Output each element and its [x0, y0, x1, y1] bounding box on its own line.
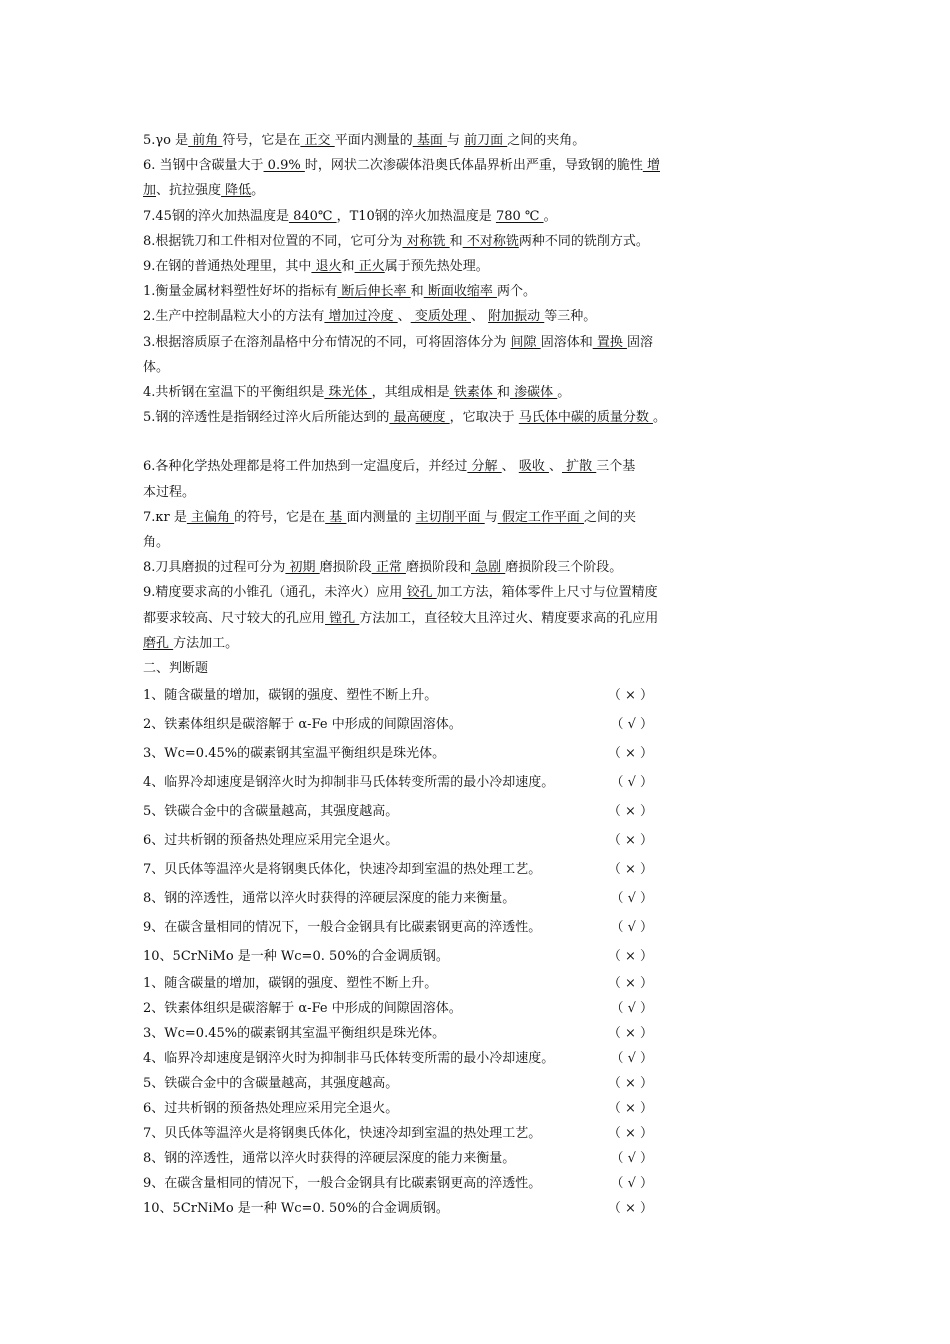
- fill-in-line: [143, 128, 813, 153]
- blank-answer: 铁素体: [449, 385, 497, 401]
- fill-in-line: [143, 631, 813, 656]
- question-text: 8.根据铣刀和工件相对位置的不同，它可分为: [143, 233, 403, 249]
- question-text: 符号，它是在: [222, 133, 301, 148]
- question-text: 平面内测量的: [334, 133, 413, 148]
- blank-answer: 假定工作平面: [497, 509, 584, 525]
- question-text: 磨损阶段: [319, 560, 372, 576]
- blank-answer: 增: [642, 158, 660, 174]
- question-text: 5.钢的淬透性是指钢经过淬火后所能达到的: [143, 410, 390, 426]
- blank-answer: 附加振动: [488, 309, 545, 325]
- fill-in-line: [143, 304, 813, 329]
- question-text: 1.衡量金属材料塑性好坏的指标有: [143, 284, 338, 300]
- judgment-item: [143, 855, 653, 884]
- fill-in-section: [143, 128, 813, 656]
- judgment-item: [143, 942, 653, 971]
- judgment-item: [143, 1021, 653, 1046]
- judgment-question: 2、铁素体组织是碳溶解于 α-Fe 中形成的间隙固溶体。: [143, 717, 462, 733]
- judgment-item: [143, 996, 653, 1021]
- question-text: 与: [446, 133, 465, 148]
- blank-answer: 0.9%: [263, 158, 305, 174]
- blank-answer: 降低: [221, 183, 252, 199]
- blank-answer: 主偏角: [186, 509, 235, 525]
- judgment-question: 3、Wc=0.45%的碳素钢其室温平衡组织是珠光体。: [143, 746, 446, 762]
- question-text: 3.根据溶质原子在溶剂晶格中分布情况的不同，可将固溶体分为: [143, 334, 511, 350]
- blank-answer: 急剧: [470, 560, 506, 576]
- blank-answer: 退火: [311, 259, 342, 275]
- question-text: 9.精度要求高的小锥孔（通孔，未淬火）应用: [143, 585, 403, 601]
- fill-in-line: [143, 178, 813, 203]
- fill-in-line: [143, 606, 813, 631]
- judgment-answer: （ √ ）: [610, 717, 653, 733]
- judgment-answer: （ × ）: [607, 833, 653, 849]
- judgment-answer: （ × ）: [607, 949, 653, 965]
- judgment-question: 10、5CrNiMo 是一种 Wc=0. 50%的合金调质钢。: [143, 1201, 449, 1217]
- blank-answer: 前刀面: [464, 133, 508, 148]
- blank-answer: 断后伸长率: [337, 284, 411, 300]
- blank-line: [143, 430, 813, 454]
- question-text: 本过程。: [143, 484, 196, 500]
- judgment-question: 4、临界冷却速度是钢淬火时为抑制非马氏体转变所需的最小冷却速度。: [143, 1051, 555, 1067]
- question-text: 与: [484, 509, 498, 525]
- blank-answer: 间隙: [510, 334, 541, 350]
- fill-in-line: [143, 454, 813, 479]
- judgment-item: [143, 1071, 653, 1096]
- fill-in-line: [143, 480, 813, 505]
- judgment-answer: （ × ）: [607, 1126, 653, 1142]
- judgment-question: 4、临界冷却速度是钢淬火时为抑制非马氏体转变所需的最小冷却速度。: [143, 775, 555, 791]
- question-text: 加工方法，箱体零件上尺寸与位置精度: [436, 585, 658, 601]
- fill-in-line: [143, 555, 813, 580]
- judgment-item: [143, 1121, 653, 1146]
- question-text: 和: [341, 259, 355, 275]
- judgment-question: 3、Wc=0.45%的碳素钢其室温平衡组织是珠光体。: [143, 1026, 446, 1042]
- judgment-answer: （ √ ）: [610, 775, 653, 791]
- question-text: 、: [470, 309, 489, 325]
- question-text: 6.各种化学热处理都是将工件加热到一定温度后，并经过: [143, 459, 468, 475]
- question-text: 2.生产中控制晶粒大小的方法有: [143, 309, 325, 325]
- question-text: 固溶体和: [540, 334, 593, 350]
- question-text: 。: [543, 208, 557, 224]
- blank-answer: 磨孔: [143, 635, 174, 651]
- judgment-question: 6、过共析钢的预备热处理应采用完全退火。: [143, 1101, 399, 1117]
- blank-answer: 置换: [592, 334, 627, 350]
- question-text: 4.共析钢在室温下的平衡组织是: [143, 385, 325, 401]
- blank-answer: 基: [325, 509, 347, 525]
- question-text: 、: [501, 459, 519, 475]
- judgment-answer: （ √ ）: [610, 1051, 653, 1067]
- judgment-answer: （ × ）: [607, 1026, 653, 1042]
- judgment-answer: （ √ ）: [610, 891, 653, 907]
- judgment-item: [143, 1171, 653, 1196]
- blank-answer: 变质处理: [410, 309, 471, 325]
- question-text: 。: [652, 410, 666, 426]
- question-text: 时，网状二次渗碳体沿奥氏体晶界析出严重，导致钢的脆性: [304, 158, 643, 174]
- judgment-item: [143, 884, 653, 913]
- blank-answer: 镗孔: [325, 610, 360, 626]
- judgment-question: 1、随含碳量的增加，碳钢的强度、塑性不断上升。: [143, 976, 438, 992]
- blank-answer: 珠光体: [324, 385, 372, 401]
- judgment-item: [143, 971, 653, 996]
- blank-answer: 初期: [285, 560, 320, 576]
- question-text: 和: [449, 233, 463, 249]
- judgment-question: 10、5CrNiMo 是一种 Wc=0. 50%的合金调质钢。: [143, 949, 449, 965]
- judgment-answer: （ × ）: [607, 1201, 653, 1217]
- fill-in-line: [143, 204, 813, 229]
- fill-in-line: [143, 254, 813, 279]
- judgment-item: [143, 1196, 653, 1221]
- question-text: 固溶: [626, 334, 653, 350]
- judgment-answer: （ × ）: [607, 1101, 653, 1117]
- question-text: 磨损阶段和: [405, 560, 471, 576]
- blank-answer: 对称铣: [402, 233, 450, 249]
- judgment-question: 7、贝氏体等温淬火是将钢奥氏体化，快速冷却到室温的热处理工艺。: [143, 862, 542, 878]
- judgment-item: [143, 1146, 653, 1171]
- judgment-question: 7、贝氏体等温淬火是将钢奥氏体化，快速冷却到室温的热处理工艺。: [143, 1126, 542, 1142]
- judgment-question: 9、在碳含量相同的情况下，一般合金钢具有比碳素钢更高的淬透性。: [143, 920, 542, 936]
- true-false-list-2: [143, 971, 813, 1221]
- judgment-question: 1、随含碳量的增加，碳钢的强度、塑性不断上升。: [143, 688, 438, 704]
- blank-answer: 铰孔: [402, 585, 437, 601]
- fill-in-line: [143, 505, 813, 530]
- judgment-item: [143, 797, 653, 826]
- judgment-item: [143, 710, 653, 739]
- question-text: 9.在钢的普通热处理里，其中: [143, 259, 312, 275]
- question-text: 8.刀具磨损的过程可分为: [143, 560, 286, 576]
- question-text: 方法加工，直径较大且淬过火、精度要求高的孔应用: [359, 610, 659, 626]
- question-text: 6. 当钢中含碳量大于: [143, 158, 264, 174]
- question-text: 和: [410, 284, 424, 300]
- blank-answer: 正常: [371, 560, 406, 576]
- fill-in-line: [143, 279, 813, 304]
- question-text: 。: [557, 385, 571, 401]
- judgment-answer: （ × ）: [607, 976, 653, 992]
- question-text: 7.45钢的淬火加热温度是: [143, 208, 289, 224]
- judgment-answer: （ × ）: [607, 688, 653, 704]
- question-text: 体。: [143, 359, 170, 375]
- question-text: 两种不同的铣削方式。: [518, 233, 649, 249]
- question-text: ，T10钢的淬火加热温度是: [336, 208, 496, 224]
- question-text: 之间的夹: [584, 509, 637, 525]
- question-text: 之间的夹角。: [507, 133, 586, 148]
- blank-answer: 分解: [467, 459, 502, 475]
- judgment-answer: （ × ）: [607, 804, 653, 820]
- fill-in-line: [143, 405, 813, 430]
- judgment-question: 6、过共析钢的预备热处理应采用完全退火。: [143, 833, 399, 849]
- question-text: ，其组成相是: [371, 385, 450, 401]
- judgment-item: [143, 1046, 653, 1071]
- judgment-answer: （ √ ）: [610, 1151, 653, 1167]
- judgment-item: [143, 681, 653, 710]
- blank-answer: 增加过冷度: [324, 309, 398, 325]
- judgment-item: [143, 1096, 653, 1121]
- judgment-item: [143, 826, 653, 855]
- question-text: 、抗拉强度: [156, 183, 222, 199]
- document-content: [143, 128, 813, 1221]
- judgment-answer: （ √ ）: [610, 920, 653, 936]
- question-text: 两个。: [496, 284, 536, 300]
- judgment-question: 5、铁碳合金中的含碳量越高，其强度越高。: [143, 804, 399, 820]
- judgment-item: [143, 913, 653, 942]
- question-text: 。: [251, 183, 265, 199]
- blank-answer: 基面: [412, 133, 447, 148]
- question-text: 属于预先热处理。: [384, 259, 489, 275]
- fill-in-line: [143, 330, 813, 355]
- judgment-item: [143, 739, 653, 768]
- judgment-answer: （ × ）: [607, 1076, 653, 1092]
- fill-in-line: [143, 355, 813, 380]
- judgment-question: 8、钢的淬透性，通常以淬火时获得的淬硬层深度的能力来衡量。: [143, 1151, 516, 1167]
- question-text: 5.γo 是: [143, 133, 189, 148]
- question-text: 方法加工。: [173, 635, 239, 651]
- fill-in-line: [143, 380, 813, 405]
- blank-answer: 840℃: [288, 208, 337, 224]
- question-text: 都要求较高、尺寸较大的孔应用: [143, 610, 326, 626]
- judgment-item: [143, 768, 653, 797]
- blank-answer: 扩散: [561, 459, 597, 475]
- question-text: 7.κr 是: [143, 509, 187, 525]
- blank-answer: 正交: [300, 133, 335, 148]
- judgment-answer: （ × ）: [607, 746, 653, 762]
- blank-answer: 最高硬度: [389, 410, 450, 426]
- blank-answer: 不对称铣: [462, 233, 519, 249]
- question-text: 面内测量的: [346, 509, 416, 525]
- fill-in-line: [143, 229, 813, 254]
- section-title: 二、判断题: [143, 661, 209, 677]
- blank-answer: 主切削平面: [415, 509, 485, 525]
- judgment-question: 2、铁素体组织是碳溶解于 α-Fe 中形成的间隙固溶体。: [143, 1001, 462, 1017]
- blank-answer: 正火: [354, 259, 385, 275]
- question-text: 的符号，它是在: [234, 509, 326, 525]
- question-text: 磨损阶段三个阶段。: [505, 560, 623, 576]
- question-text: 和: [496, 385, 510, 401]
- judgment-question: 9、在碳含量相同的情况下，一般合金钢具有比碳素钢更高的淬透性。: [143, 1176, 542, 1192]
- blank-answer: 渗碳体: [509, 385, 558, 401]
- fill-in-line: [143, 530, 813, 555]
- judgment-answer: （ × ）: [607, 862, 653, 878]
- judgment-question: 5、铁碳合金中的含碳量越高，其强度越高。: [143, 1076, 399, 1092]
- true-false-list-1: [143, 681, 813, 971]
- question-text: 、: [397, 309, 411, 325]
- blank-answer: 前角: [188, 133, 223, 148]
- judgment-question: 8、钢的淬透性，通常以淬火时获得的淬硬层深度的能力来衡量。: [143, 891, 516, 907]
- question-text: ，它取决于: [449, 410, 519, 426]
- blank-answer: 吸收: [518, 459, 549, 475]
- judgment-answer: （ √ ）: [610, 1001, 653, 1017]
- fill-in-line: [143, 580, 813, 605]
- question-text: 角。: [143, 535, 170, 551]
- blank-answer: 780 ℃: [495, 208, 544, 224]
- blank-answer: 断面收缩率: [423, 284, 497, 300]
- judgment-answer: （ √ ）: [610, 1176, 653, 1192]
- blank-answer: 加: [143, 183, 157, 199]
- blank-answer: 马氏体中碳的质量分数: [518, 410, 653, 426]
- question-text: 等三种。: [544, 309, 597, 325]
- question-text: 三个基: [596, 459, 636, 475]
- fill-in-line: [143, 153, 813, 178]
- question-text: 、: [548, 459, 562, 475]
